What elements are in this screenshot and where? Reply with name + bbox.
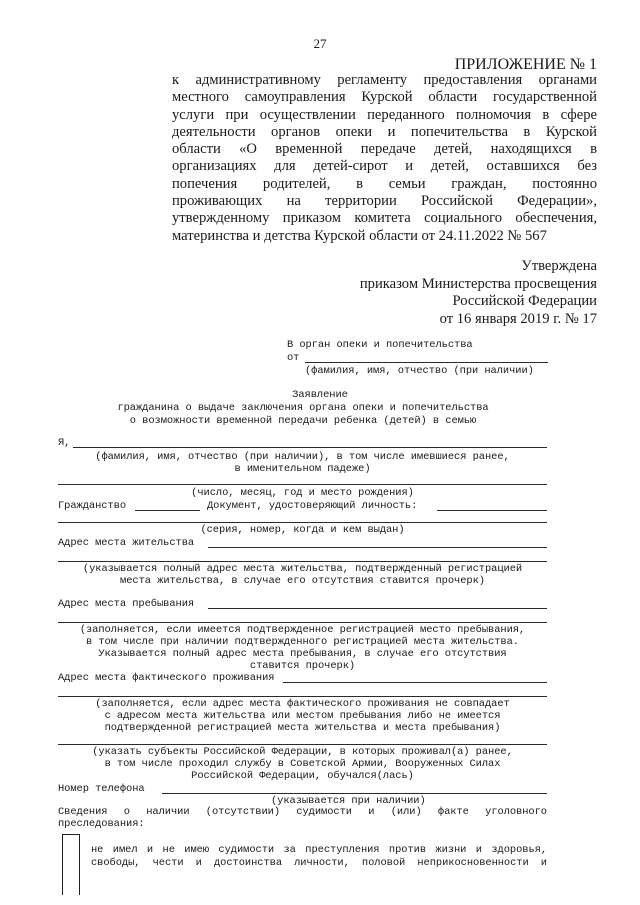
citizenship-field[interactable] <box>135 510 200 511</box>
applicant-label: Я, <box>58 437 71 449</box>
id-document-hint: (серия, номер, когда и кем выдан) <box>200 524 405 536</box>
appendix-line: области «О временной передаче детей, находящихся в <box>172 141 597 158</box>
addressee-from-field[interactable] <box>305 362 548 363</box>
stay-label: Адрес места пребывания <box>58 598 195 610</box>
residence-label: Адрес места жительства <box>58 537 195 549</box>
stay-hint: в том числе при наличии подтвержденного регистрацией места жительства. <box>86 636 519 648</box>
stay-field[interactable] <box>208 608 547 609</box>
appendix-line: попечения родителей, в семьи граждан, постоянно <box>172 175 597 192</box>
appendix-line: организациях для детей-сирот и детей, оставшихся без <box>172 158 597 175</box>
appendix-description <box>172 72 597 245</box>
approval-line: приказом Министерства просвещения <box>359 275 597 292</box>
appendix-line: утвержденному приказом комитета социального обеспечения, <box>172 210 597 227</box>
appendix-title: ПРИЛОЖЕНИЕ № 1 <box>454 56 597 73</box>
phone-hint: (указывается при наличии) <box>271 795 426 807</box>
approval-line: от 16 января 2019 г. № 17 <box>439 310 597 327</box>
appendix-line: проживающих на территории Российской Федерации», <box>172 193 597 210</box>
approval-block <box>297 258 597 328</box>
residence-field[interactable] <box>208 547 547 548</box>
actual-residence-field[interactable] <box>283 682 547 683</box>
residence-hint: (указывается полный адрес места жительства, подтвержденный регистрацией <box>82 563 523 575</box>
regions-field[interactable] <box>58 744 547 745</box>
stay-hint: Указывается полный адрес места пребывания, в случае его отсутствия <box>98 648 507 660</box>
citizenship-label: Гражданство <box>58 500 127 512</box>
appendix-line: к административному регламенту предоставления органами <box>172 72 597 88</box>
id-document-field[interactable] <box>437 510 547 511</box>
regions-hint: в том числе проходил службу в Советской Армии, Вооруженных Силах <box>104 758 501 770</box>
appendix-line: деятельности органов опеки и попечительства в Курской <box>172 123 597 140</box>
form-subtitle: о возможности временной передачи ребенка (детей) в семью <box>129 415 477 427</box>
criminal-record-checkbox[interactable] <box>62 834 80 895</box>
form-title: Заявление <box>292 389 348 401</box>
residence-hint: места жительства, в случае его отсутствия ставится прочерк) <box>120 575 485 587</box>
approval-line: Российской Федерации <box>452 293 597 309</box>
actual-residence-hint: (заполняется, если адрес места фактического проживания не совпадает <box>95 698 510 710</box>
appendix-line: материнства и детства Курской области от 24.11.2022 № 567 <box>172 227 547 244</box>
appendix-line: услуги при осуществлении переданного полномочия в сфере <box>172 106 597 123</box>
form-subtitle: гражданина о выдаче заключения органа опеки и попечительства <box>117 402 489 414</box>
applicant-name-field[interactable] <box>73 447 547 448</box>
stay-hint: (заполняется, если имеется подтвержденное регистрацией место пребывания, <box>79 624 526 636</box>
phone-field[interactable] <box>162 793 547 794</box>
regions-hint: (указать субъекты Российской Федерации, в которых проживал(а) ранее, <box>92 746 513 758</box>
actual-residence-field-2[interactable] <box>58 696 547 697</box>
criminal-record-option: не имел и не имею судимости за преступления против жизни и здоровья, <box>91 844 547 856</box>
birth-hint: (число, месяц, год и место рождения) <box>191 487 414 499</box>
phone-label: Номер телефона <box>58 783 145 795</box>
appendix-line: местного самоуправления Курской области государственной <box>172 89 597 106</box>
actual-residence-hint: подтвержденной регистрацией места жительства и места пребывания) <box>104 722 501 734</box>
regions-hint: Российской Федерации, обучался(лась) <box>191 770 414 782</box>
stay-field-2[interactable] <box>58 622 547 623</box>
actual-residence-hint: с адресом места жительства или местом пребывания либо не имеется <box>104 710 501 722</box>
stay-hint: ставится прочерк) <box>249 660 356 672</box>
id-document-details-field[interactable] <box>58 522 547 523</box>
residence-field-2[interactable] <box>58 561 547 562</box>
page-number: 27 <box>313 36 327 51</box>
criminal-record-option: свободы, чести и достоинства личности, половой неприкосновенности и <box>91 857 547 869</box>
applicant-hint: (фамилия, имя, отчество (при наличии), в том числе имевшиеся ранее, <box>95 451 510 463</box>
addressee-from-hint: (фамилия, имя, отчество (при наличии) <box>305 365 534 377</box>
criminal-record-label: преследования: <box>58 818 145 830</box>
approval-line: Утверждена <box>521 258 597 274</box>
addressee-from-label: от <box>287 352 300 364</box>
actual-residence-label: Адрес места фактического проживания <box>58 672 275 684</box>
birth-field[interactable] <box>58 484 547 485</box>
criminal-record-label: Сведения о наличии (отсутствии) судимости и (или) факте уголовного <box>58 806 547 818</box>
applicant-hint: в именительном падеже) <box>234 463 371 475</box>
addressee-to: В орган опеки и попечительства <box>287 339 473 351</box>
id-document-label: Документ, удостоверяющий личность: <box>207 500 418 512</box>
